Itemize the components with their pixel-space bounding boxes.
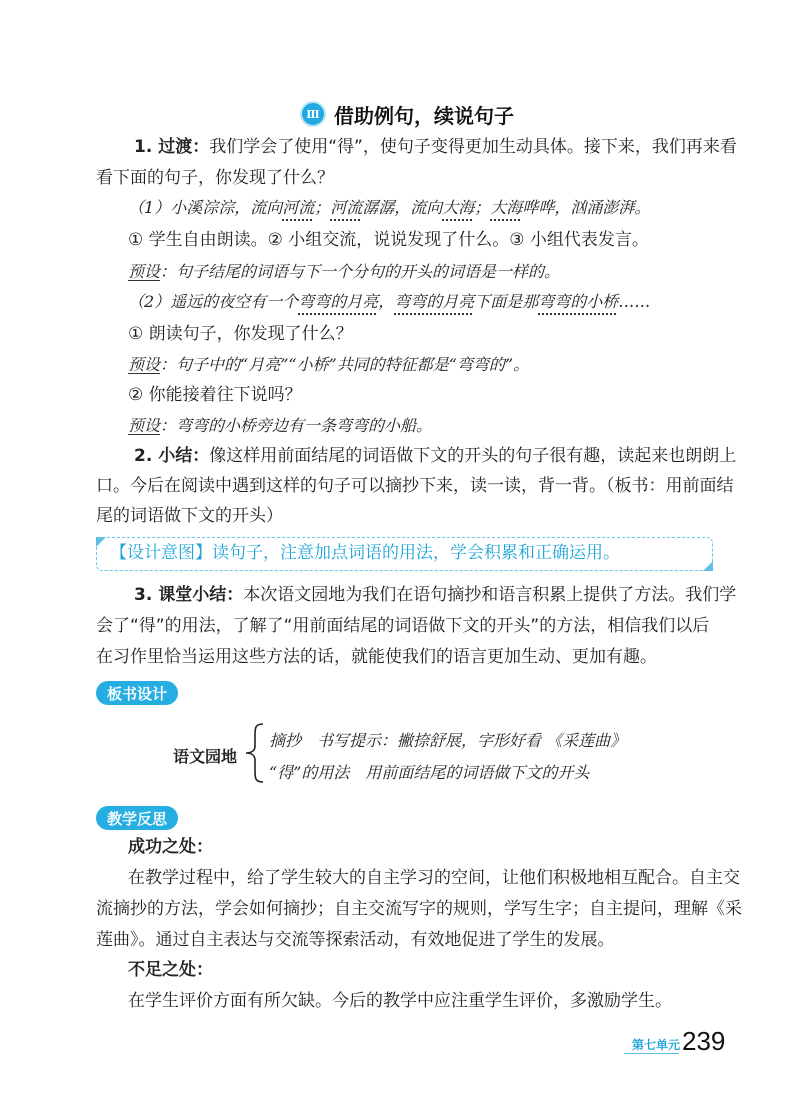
class-summary-line-3: 在习作里恰当运用这些方法的话，就能使我们的语言更加生动、更加有趣。 [96, 647, 657, 667]
board-label: 语文园地 [173, 747, 238, 766]
curly-brace-icon [243, 722, 267, 784]
example-1-steps: ① 学生自由朗读。② 小组交流，说说发现了什么。③ 小组代表发言。 [128, 230, 649, 250]
design-intent-label: 【设计意图】 [110, 543, 212, 563]
design-intent-text: 【设计意图】读句子，注意加点词语的用法，学会积累和正确运用。 [110, 543, 620, 563]
success-title: 成功之处： [128, 837, 213, 857]
section-title [300, 100, 514, 128]
transition-line-2: 看下面的句子，你发现了什么？ [96, 168, 334, 188]
section-number-badge: Ⅲ [300, 101, 326, 127]
example-1-sentence: （1）小溪淙淙，流向河流；河流潺潺，流向大海；大海哗哗，汹涌澎湃。 [128, 198, 651, 217]
example-2-question-1: ① 朗读句子，你发现了什么？ [128, 324, 353, 344]
summary-line-1: 2. 小结：像这样用前面结尾的词语做下文的开头的句子很有趣，读起来也朗朗上 [134, 446, 737, 466]
lack-line-1: 在学生评价方面有所欠缺。今后的教学中应注重学生评价，多激励学生。 [128, 991, 672, 1011]
page-number: 239 [682, 1026, 726, 1056]
class-summary-label: 3. 课堂小结： [134, 585, 244, 605]
summary-line-3: 尾的词语做下文的开头） [96, 506, 283, 526]
example-2-preset-2: 预设：弯弯的小桥旁边有一条弯弯的小船。 [128, 416, 433, 435]
summary-label: 2. 小结： [134, 446, 210, 466]
example-2-question-2: ② 你能接着往下说吗？ [128, 385, 302, 405]
success-line-1: 在教学过程中，给了学生较大的自主学习的空间，让他们积极地相互配合。自主交 [128, 868, 740, 888]
transition-label: 1. 过渡： [134, 137, 210, 157]
section-heading: 借助例句，续说句子 [334, 103, 514, 128]
example-1-preset: 预设：句子结尾的词语与下一个分句的开头的词语是一样的。 [128, 262, 561, 281]
example-2-sentence: （2）遥远的夜空有一个弯弯的月亮，弯弯的月亮下面是那弯弯的小桥…… [128, 292, 651, 311]
teaching-reflection-pill: 教学反思 [96, 806, 178, 830]
summary-line-2: 口。今后在阅读中遇到这样的句子可以摘抄下来，读一读，背一背。（板书：用前面结 [96, 476, 734, 496]
example-2-preset-1: 预设：句子中的“月亮”“小桥”共同的特征都是“弯弯的”。 [128, 355, 530, 374]
class-summary-line-1: 3. 课堂小结：本次语文园地为我们在语句摘抄和语言积累上提供了方法。我们学 [134, 585, 737, 605]
success-line-2: 流摘抄的方法，学会如何摘抄；自主交流写字的规则，学写生字；自主提问，理解《采 [96, 899, 742, 919]
class-summary-line-2: 会了“得”的用法，了解了“用前面结尾的词语做下文的开头”的方法，相信我们以后 [96, 616, 710, 636]
footer-divider [624, 1053, 679, 1054]
board-row-2: “得”的用法 用前面结尾的词语做下文的开头 [269, 763, 590, 782]
transition-line-1: 1. 过渡：我们学会了使用“得”，使句子变得更加生动具体。接下来，我们再来看 [134, 137, 737, 157]
board-design-pill: 板书设计 [96, 681, 178, 705]
unit-label: 第七单元 [631, 1038, 680, 1052]
board-row-1: 摘抄 书写提示：撇捺舒展，字形好看 《采莲曲》 [269, 731, 627, 750]
lack-title: 不足之处： [128, 960, 213, 980]
success-line-3: 莲曲》。通过自主表达与交流等探索活动，有效地促进了学生的发展。 [96, 930, 615, 950]
